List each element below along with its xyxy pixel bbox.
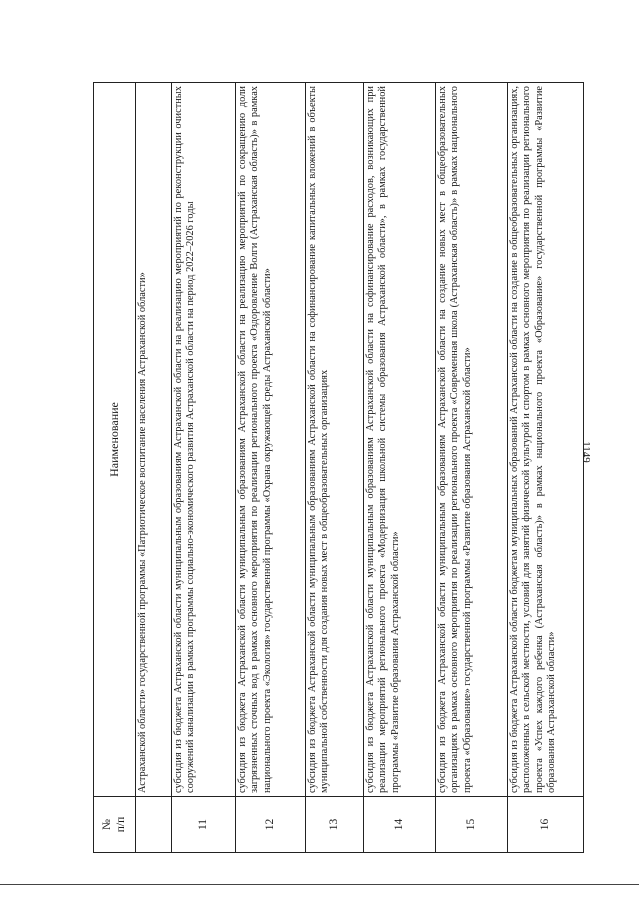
row-number: 11 [172, 797, 236, 853]
document-table-container [93, 83, 583, 853]
row-name: субсидия из бюджета Астраханской области муниципальным образованиям Астраханской области на реализацию мероприятий по реконструкции очистных сооружений канализации в рамках программы социально-экономического развития Астраханской области на период 2022–2026 годы [172, 83, 236, 797]
row-number: 15 [436, 797, 508, 853]
table-row [172, 83, 236, 853]
document-table [93, 82, 584, 853]
row-number [136, 797, 172, 853]
table-row [436, 83, 508, 853]
header-name: Наименование [94, 83, 136, 797]
table-header-row [94, 83, 136, 853]
row-name: субсидия из бюджета Астраханской области муниципальным образованиям Астраханской области на создание новых мест в общеобразовательных организациях в рамках основного мероприятия по реализации регионального проекта «Современная школа (Астраханская область)» в рамках национального проекта «Образование» государственной программы «Развитие образования Астраханской области» [436, 83, 508, 797]
row-number: 16 [508, 797, 584, 853]
row-name: Астраханской области» государственной программы «Патриотическое воспитание населения Астраханской области» [136, 83, 172, 797]
row-name: субсидия из бюджета Астраханской области муниципальным образованиям Астраханской области на реализацию мероприятий по сокращению доли загрязненных сточных вод в рамках основного мероприятия по реализации регионального проекта «Оздоровление Волги (Астраханская область)» в рамках национального проекта «Экология» государственной программы «Охрана окружающей среды Астраханской области» [236, 83, 306, 797]
page-bottom-rule [0, 884, 639, 885]
row-name: субсидия из бюджета Астраханской области бюджетам муниципальных образований Астраханской области на создание в общеобразовательных организациях, расположенных в сельской местности, условий для занятий физической культурой и спортом в рамках основного мероприятия по реализации регионального проекта «Успех каждого ребенка (Астраханская область)» в рамках национального проекта «Образование» государственной программы «Развитие образования Астраханской области» [508, 83, 584, 797]
table-row [136, 83, 172, 853]
table-row [236, 83, 306, 853]
table-row [364, 83, 436, 853]
row-number: 14 [364, 797, 436, 853]
row-name: субсидия из бюджета Астраханской области муниципальным образованиям Астраханской области на софинансирование капитальных вложений в объекты муниципальной собственности для создания новых мест в общеобразовательных организациях [306, 83, 364, 797]
table-row [306, 83, 364, 853]
page-number: 1149 [580, 441, 592, 463]
header-number: № п/п [94, 797, 136, 853]
row-number: 12 [236, 797, 306, 853]
row-name: субсидия из бюджета Астраханской области муниципальным образованиям Астраханской области на софинансирование расходов, возникающих при реализации мероприятий регионального проекта «Модернизация школьной системы образования Астраханской области», в рамках государственной программы «Развитие образования Астраханской области» [364, 83, 436, 797]
table-row [508, 83, 584, 853]
row-number: 13 [306, 797, 364, 853]
